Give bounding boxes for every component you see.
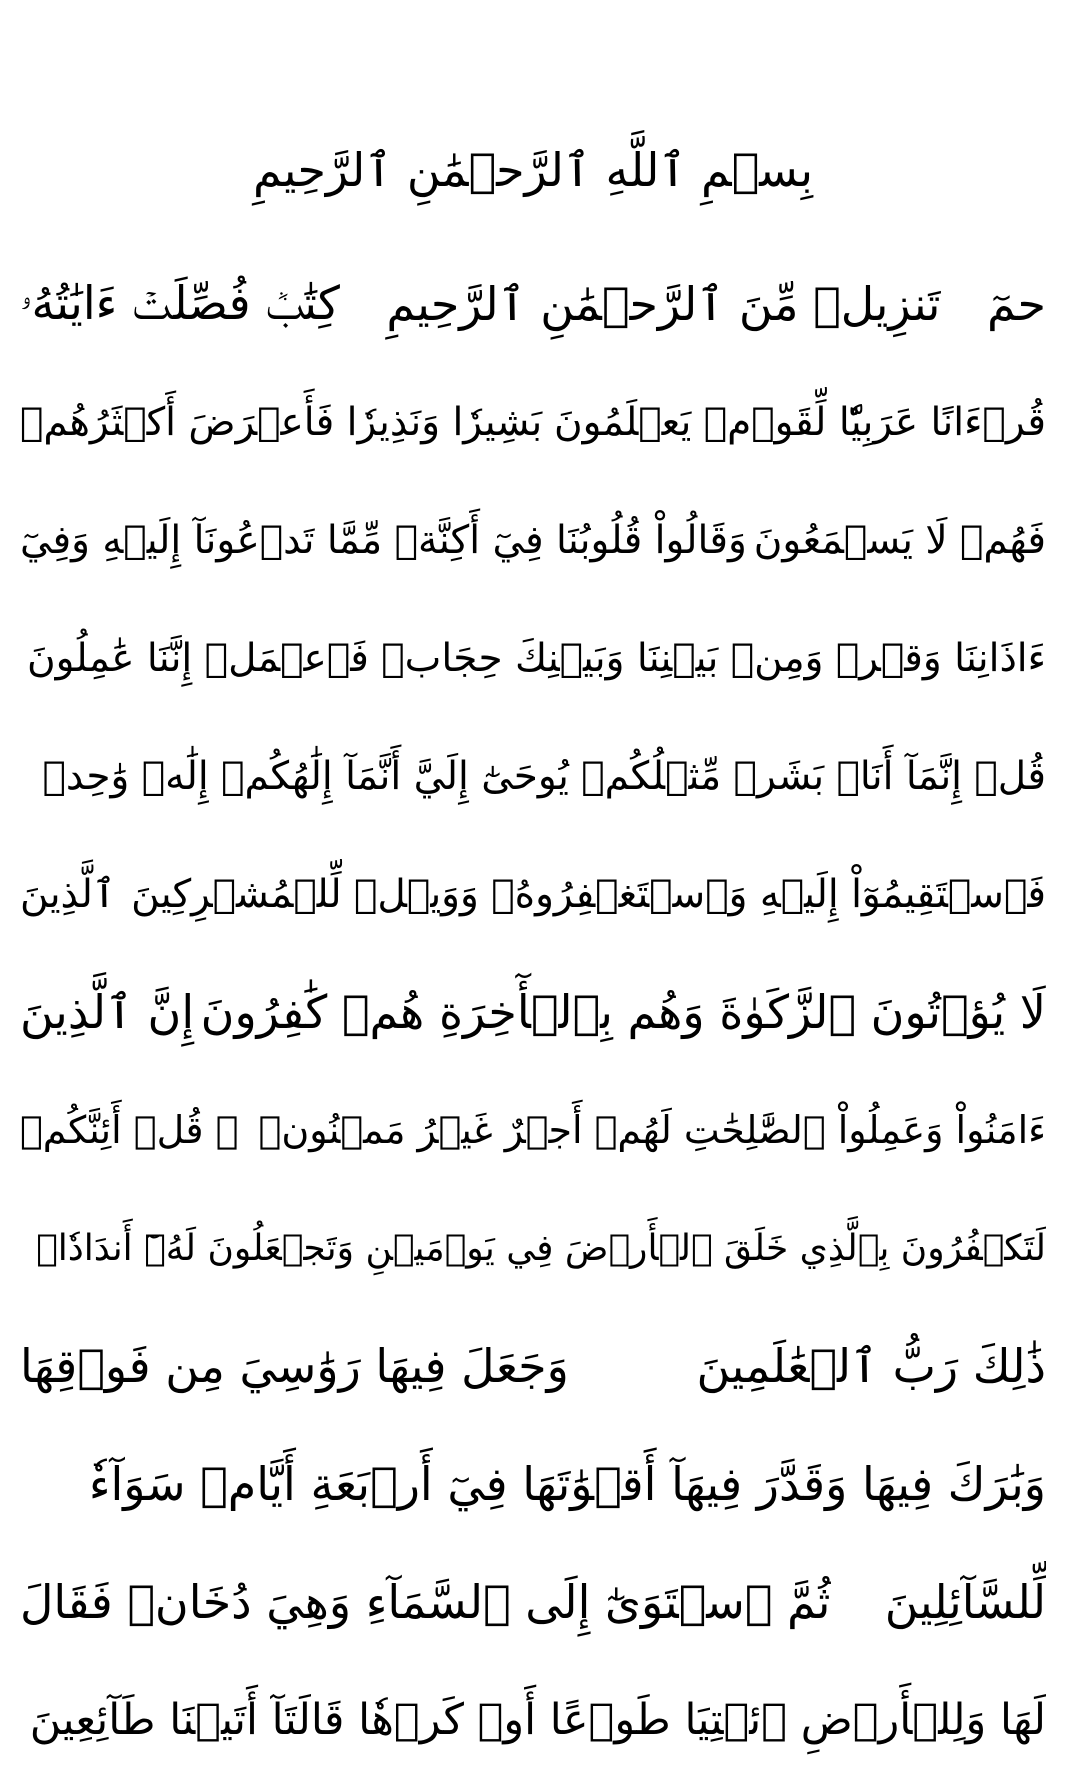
verse-segment: ۞ قُلۡ أَئِنَّكُمۡ [20,1108,239,1152]
verse-segment: بَشِيرٗا وَنَذِيرٗا فَأَعۡرَضَ أَكۡثَرُهُمۡ [20,399,543,445]
verse-segment: كِتَٰبٞ فُصِّلَتۡ ءَايَٰتُهُۥ [20,276,340,330]
text-line [20,1071,1046,1189]
text-line [20,1425,1046,1543]
verse-segment: إِنَّ ٱلَّذِينَ [20,985,195,1039]
verse-segment: وَقَالُواْ قُلُوبُنَا فِيٓ أَكِنَّةٖ مِّمَّا تَدۡعُونَآ إِلَيۡهِ وَفِيٓ [20,517,747,563]
verse-segment: حمٓ [986,277,1046,331]
text-line [20,599,1046,717]
verse-segment: ثُمَّ ٱسۡتَوَىٰٓ إِلَى ٱلسَّمَآءِ وَهِيَ دُخَانٞ فَقَالَ [20,1575,831,1629]
verse-segment: لَهَا وَلِلۡأَرۡضِ ٱئۡتِيَا طَوۡعًا أَوۡ كَرۡهٗا قَالَتَآ أَتَيۡنَا طَآئِعِينَ [29,1695,1046,1745]
verse-segment: وَبَٰرَكَ فِيهَا وَقَدَّرَ فِيهَآ أَقۡوَٰتَهَا فِيٓ أَرۡبَعَةِ أَيَّامٖ سَوَآءٗ [88,1457,1046,1511]
text-lines [20,245,1046,1779]
verse-segment: ءَاذَانِنَا وَقۡرٞ وَمِنۢ بَيۡنِنَا وَبَيۡنِكَ حِجَابٞ فَٱعۡمَلۡ إِنَّنَا عَٰمِلُونَ [27,635,1046,681]
verse-segment: لِّلسَّآئِلِينَ [884,1575,1046,1629]
verse-segment: قُرۡءَانًا عَرَبِيّٗا لِّقَوۡمٖ يَعۡلَمُونَ [554,399,1046,445]
text-line [20,835,1046,953]
text-line [20,1307,1046,1425]
text-line [20,245,1046,363]
verse-segment: قُلۡ إِنَّمَآ أَنَا۠ بَشَرٞ مِّثۡلُكُمۡ يُوحَىٰٓ إِلَيَّ أَنَّمَآ إِلَٰهُكُمۡ إِلَٰهٞ وَٰحِدٞ [42,753,1046,799]
verse-segment: ذَٰلِكَ رَبُّ ٱلۡعَٰلَمِينَ [696,1339,1046,1393]
text-line [20,1543,1046,1661]
verse-segment: فَٱسۡتَقِيمُوٓاْ إِلَيۡهِ وَٱسۡتَغۡفِرُوهُۗ وَوَيۡلٞ لِّلۡمُشۡرِكِينَ [131,871,1046,917]
verse-segment: لَا يُؤۡتُونَ ٱلزَّكَوٰةَ وَهُم بِٱلۡأٓخِرَةِ هُمۡ كَٰفِرُونَ [200,985,1046,1039]
verse-segment: ءَامَنُواْ وَعَمِلُواْ ٱلصَّٰلِحَٰتِ لَهُمۡ أَجۡرٌ غَيۡرُ مَمۡنُونٖ [258,1108,1046,1152]
text-line [20,481,1046,599]
text-line [20,1661,1046,1779]
verse-segment: لَتَكۡفُرُونَ بِٱلَّذِي خَلَقَ ٱلۡأَرۡضَ فِي يَوۡمَيۡنِ وَتَجۡعَلُونَ لَهُۥٓ أَندَادٗاۚ [36,1227,1046,1269]
text-line [20,717,1046,835]
verse-segment: ٱلَّذِينَ [20,871,116,917]
text-line [20,363,1046,481]
verse-segment: تَنزِيلٞ مِّنَ ٱلرَّحۡمَٰنِ ٱلرَّحِيمِ [386,277,941,331]
verse-segment: وَجَعَلَ فِيهَا رَوَٰسِيَ مِن فَوۡقِهَا [20,1339,569,1393]
text-line [20,1189,1046,1307]
verse-segment: فَهُمۡ لَا يَسۡمَعُونَ [753,517,1046,563]
text-line [20,953,1046,1071]
basmala-header: بِسۡمِ ٱللَّهِ ٱلرَّحۡمَٰنِ ٱلرَّحِيمِ [252,143,814,197]
